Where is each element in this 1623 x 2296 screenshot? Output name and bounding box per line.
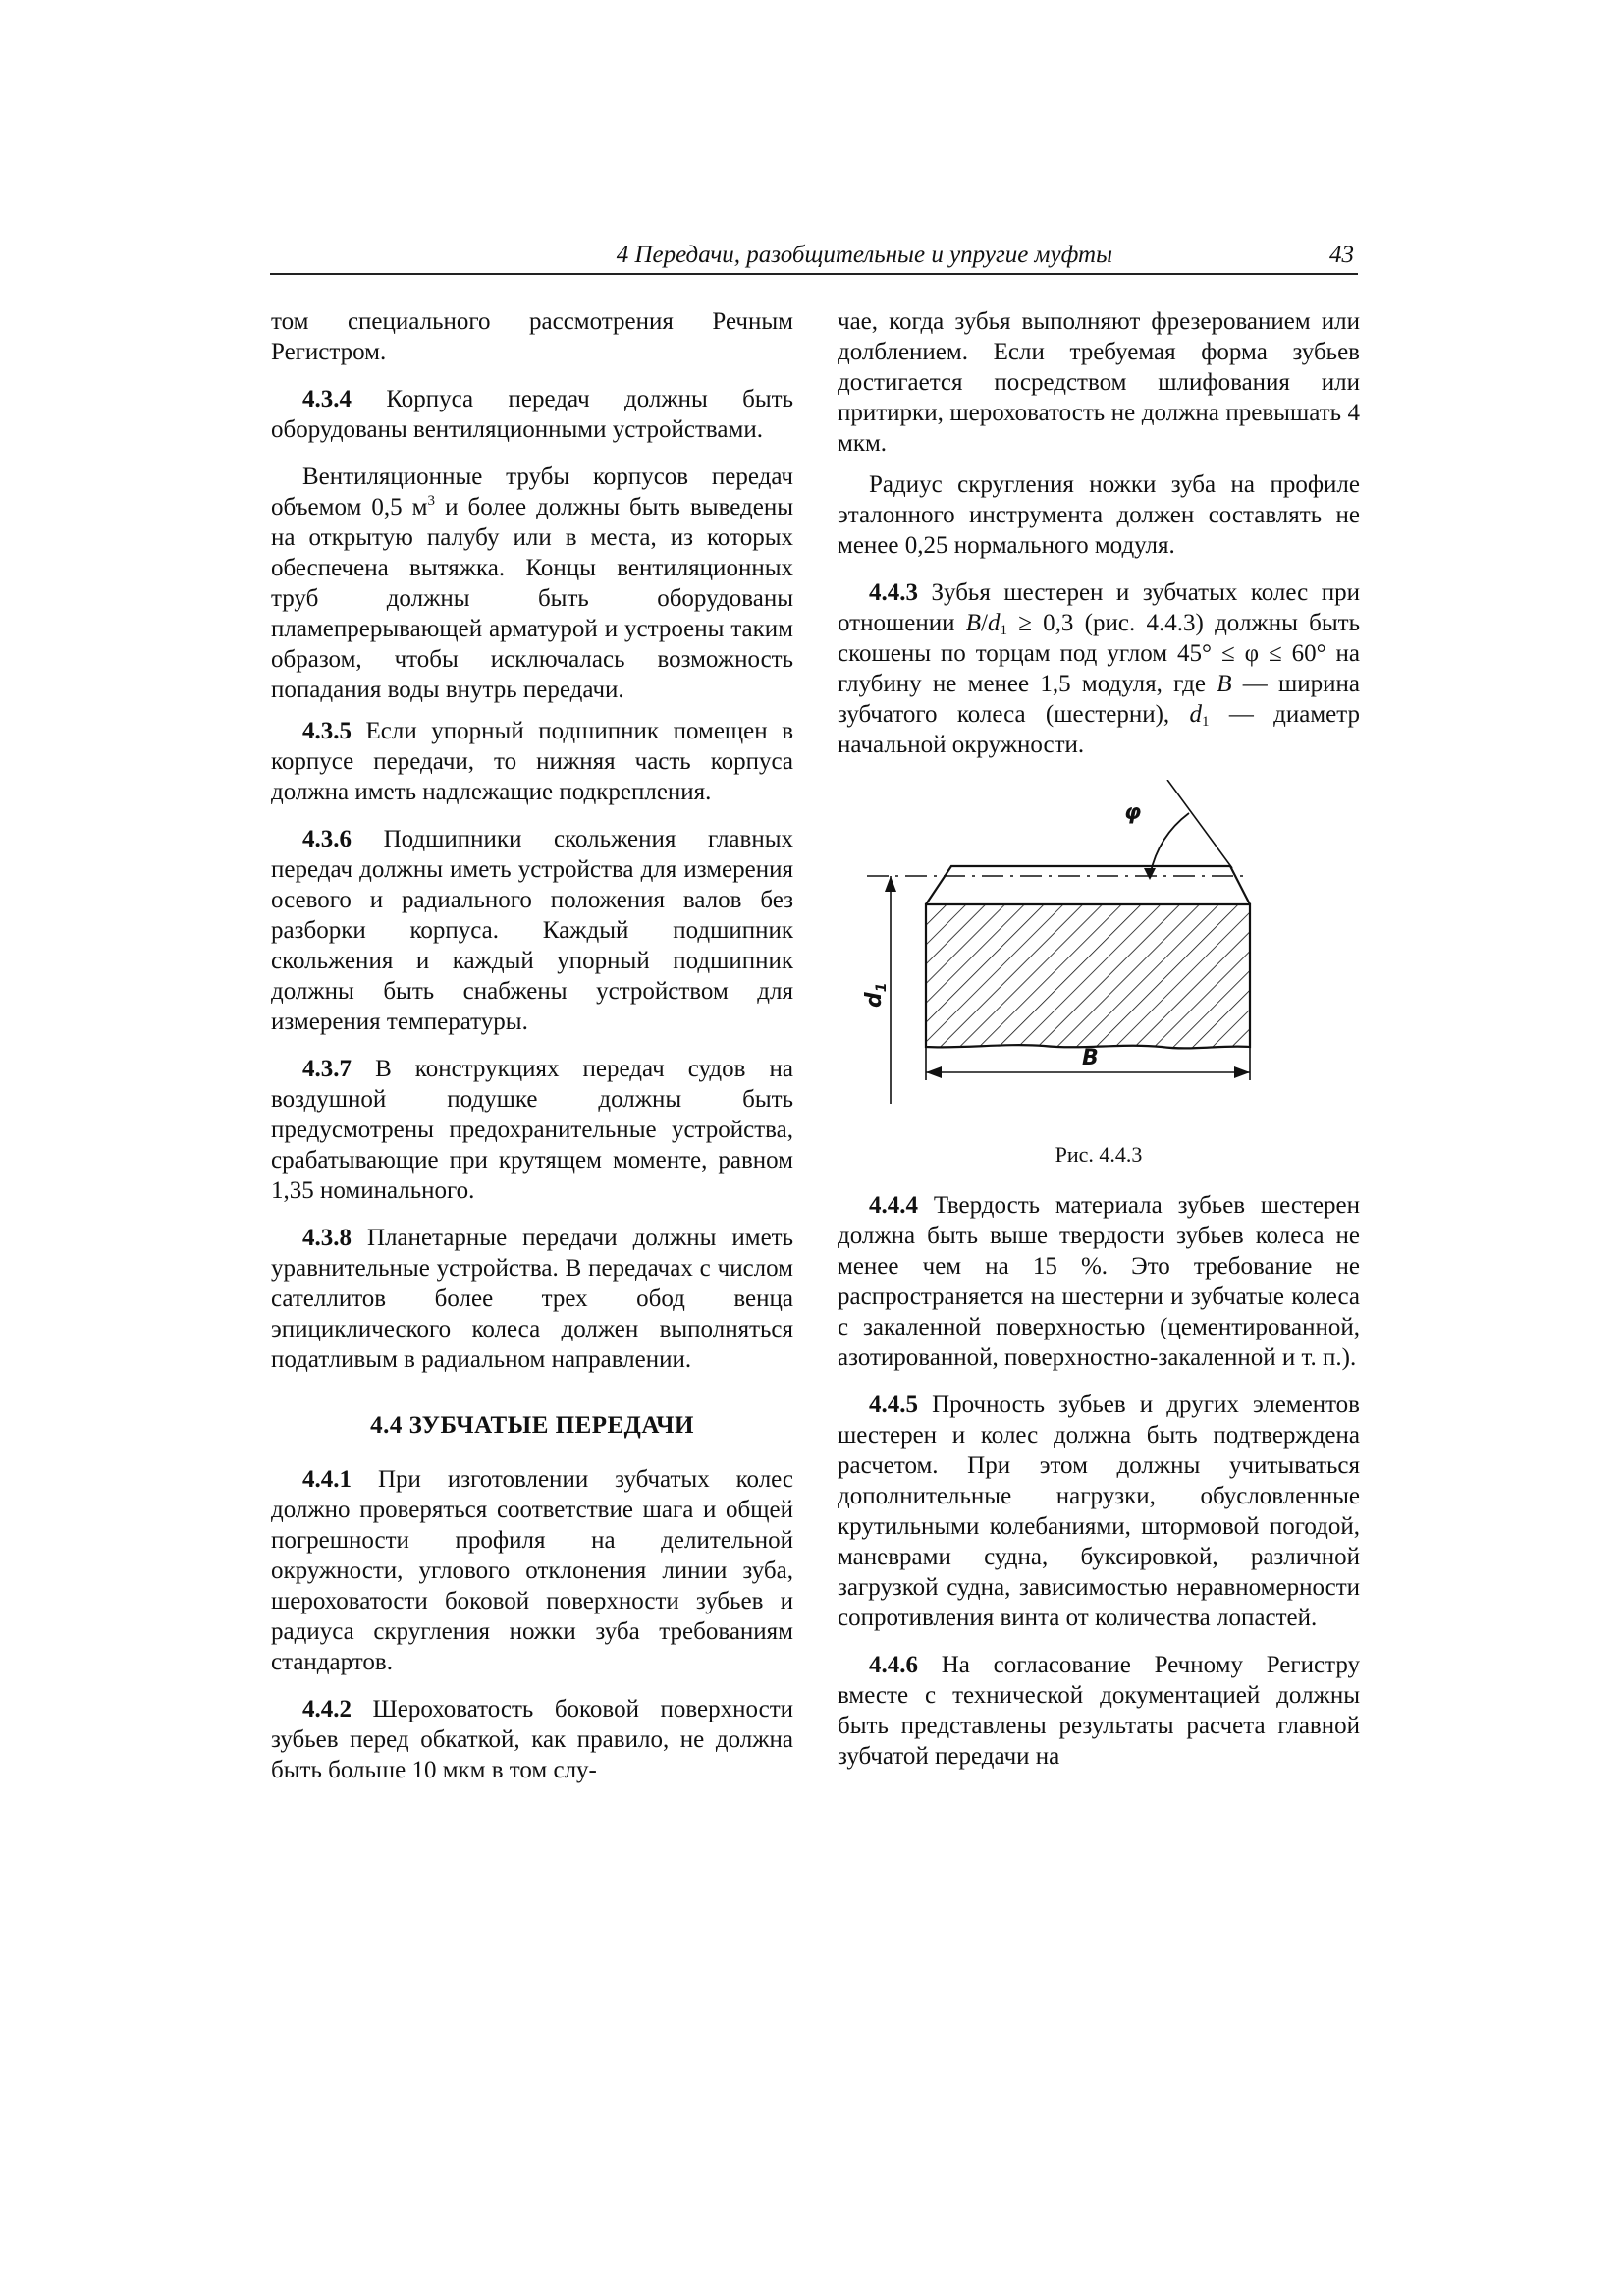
svg-text:d1: $d_1$ bbox=[862, 982, 890, 1008]
paragraph-4-4-5: 4.4.5 Прочность зубьев и других элементов шестерен и колес должна быть подтверждена расчетом. При этом должны учитываться дополнительные нагрузки, обусловленные крутильными колебаниями, штормовой погодой, маневрами судна, буксировкой, различной загрузкой судна, зависимостью неравномерности сопротивления винта от количества лопастей. bbox=[838, 1392, 1360, 1631]
paragraph-4-3-7: 4.3.7 В конструкциях передач судов на воздушной подушке должны быть предусмотрены предохранительные устройства, срабатывающие при крутящем моменте, равном 1,35 номинального. bbox=[271, 1056, 793, 1204]
section-title: 4.4 ЗУБЧАТЫЕ ПЕРЕДАЧИ bbox=[370, 1412, 694, 1439]
clause-number: 4.4.2 bbox=[302, 1696, 352, 1722]
paragraph-4-3-6: 4.3.6 Подшипники скольжения главных передач должны иметь устройства для измерения осевого и радиального положения валов без разборки корпуса. Каждый подшипник скольжения и каждый упорный подшипник должны быть снабжены устройством для измерения температуры. bbox=[271, 826, 793, 1035]
paragraph-4-3-5: 4.3.5 Если упорный подшипник помещен в корпусе передачи, то нижняя часть корпуса должна иметь надлежащие подкрепления. bbox=[271, 718, 793, 805]
label-d1 bbox=[862, 983, 890, 1009]
paragraph-4-4-6: 4.4.6 На согласование Речному Регистру вместе с технической документацией должны быть представлены результаты расчета главной зубчатой передачи на bbox=[838, 1652, 1360, 1770]
page-number: 43 bbox=[1329, 242, 1354, 268]
clause-number: 4.4.1 bbox=[302, 1466, 352, 1493]
clause-number: 4.4.4 bbox=[869, 1192, 918, 1219]
clause-number: 4.3.5 bbox=[302, 718, 352, 744]
paragraph: Вентиляционные трубы корпусов передач объемом 0,5 $м^3$ и более должны быть выведены на открытую палубу или в места, из которых обеспечена вытяжка. Концы вентиляционных труб должны быть оборудованы пламепрерывающей арматурой и устроены таким образом, чтобы исключалась возможность попадания воды внутрь передачи. bbox=[271, 464, 793, 703]
paragraph-4-4-2: 4.4.2 Шероховатость боковой поверхности зубьев перед обкаткой, как правило, не должна быть больше 10 мкм в том слу- bbox=[271, 1696, 793, 1783]
paragraph-4-4-4: 4.4.4 Твердость материала зубьев шестерен должна быть выше твердости зубьев колеса не менее чем на 15 %. Это требование не распространяется на шестерни и зубчатые колеса с закаленной поверхностью (цементированной, азотированной, поверхностно-закаленной и т. п.). bbox=[838, 1192, 1360, 1371]
left-column bbox=[271, 306, 793, 1802]
right-column bbox=[838, 306, 1360, 1788]
running-title: 4 Передачи, разобщительные и упругие муфты bbox=[616, 242, 1112, 268]
clause-number: 4.4.3 bbox=[869, 579, 918, 606]
clause-number: 4.4.6 bbox=[869, 1652, 918, 1678]
paragraph-4-4-3: 4.4.3 Зубья шестерен и зубчатых колес при отношении $B/d_1 \ge 0,3$ (рис. 4.4.3) должны быть скошены по торцам под углом 45° ≤ φ ≤ 60° на глубину не менее 1,5 модуля, где B — ширина зубчатого колеса (шестерни), $d_1$ — диаметр начальной окружности. bbox=[838, 579, 1361, 758]
chamfer-outline bbox=[926, 866, 1250, 904]
clause-number: 4.3.8 bbox=[302, 1225, 352, 1251]
page-header bbox=[270, 244, 1358, 275]
angle-arrowhead bbox=[1144, 868, 1156, 880]
clause-number: 4.3.6 bbox=[302, 826, 352, 852]
clause-number: 4.4.5 bbox=[869, 1392, 918, 1418]
figure-caption: Рис. 4.4.3 bbox=[1055, 1142, 1143, 1167]
dimension-d1-arrow bbox=[885, 876, 896, 892]
figure-4-4-3 bbox=[838, 780, 1360, 1190]
gear-section bbox=[926, 904, 1250, 1048]
paragraph: чае, когда зубья выполняют фрезерованием или долблением. Если требуемая форма зубьев достигается посредством шлифования или притирки, шероховатость не должна превышать 4 мкм. bbox=[838, 308, 1360, 457]
clause-number: 4.3.7 bbox=[302, 1056, 352, 1082]
clause-number: 4.3.4 bbox=[302, 386, 352, 412]
dimension-b-arrow-right bbox=[1234, 1066, 1250, 1078]
paragraph: том специального рассмотрения Речным Регистром. bbox=[271, 308, 793, 365]
gear-tooth-diagram bbox=[838, 780, 1360, 1133]
paragraph-4-3-8: 4.3.8 Планетарные передачи должны иметь уравнительные устройства. В передачах с числом сателлитов более трех обод венца эпициклического колеса должен выполняться податливым в радиальном направлении. bbox=[271, 1225, 793, 1373]
paragraph: Радиус скругления ножки зуба на профиле эталонного инструмента должен составлять не менее 0,25 нормального модуля. bbox=[838, 471, 1360, 559]
label-phi: φ bbox=[1124, 800, 1142, 825]
label-b: B bbox=[1082, 1046, 1099, 1070]
paragraph-4-4-1: 4.4.1 При изготовлении зубчатых колес должно проверяться соответствие шага и общей погрешности профиля на делительной окружности, углового отклонения линии зуба, шероховатости боковой поверхности зубьев и радиуса скругления ножки зуба требованиям стандартов. bbox=[271, 1466, 793, 1675]
dimension-b-arrow-left bbox=[926, 1066, 942, 1078]
paragraph-4-3-4: 4.3.4 Корпуса передач должны быть оборудованы вентиляционными устройствами. bbox=[271, 386, 793, 443]
